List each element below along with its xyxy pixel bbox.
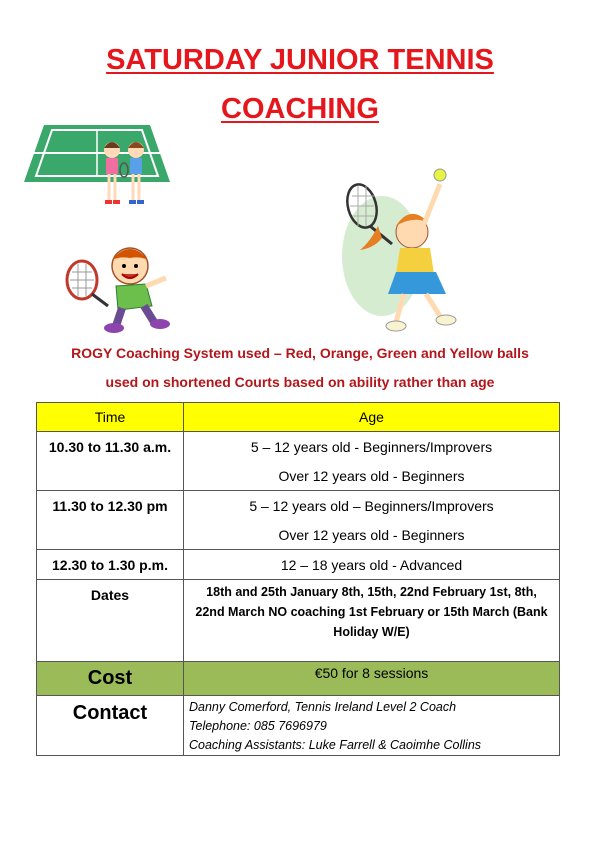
row-age-line: Over 12 years old - Beginners <box>278 527 465 543</box>
dates-label-cell <box>37 580 184 662</box>
dates-text <box>184 580 559 642</box>
contact-row <box>37 696 560 756</box>
contact-name: Danny Comerford, Tennis Ireland Level 2 Coach <box>189 700 457 714</box>
table-row <box>37 550 560 580</box>
row-time-cell <box>37 550 184 580</box>
row-age-cell <box>184 491 560 550</box>
contact-label-cell <box>37 696 184 756</box>
intro-line-2: used on shortened Courts based on ability rather than age <box>105 374 495 390</box>
dates-label: Dates <box>90 587 130 603</box>
row-age-line: 12 – 18 years old - Advanced <box>280 557 463 573</box>
row-age-cell <box>184 432 560 491</box>
cost-row <box>37 662 560 696</box>
row-age-line: 5 – 12 years old – Beginners/Improvers <box>249 498 494 514</box>
cost-label-cell <box>37 662 184 696</box>
cost-value: €50 for 8 sessions <box>314 665 429 681</box>
dates-line: 18th and 25th January 8th, 15th, 22nd February 1st, 8th, <box>206 585 537 599</box>
cost-value-cell <box>184 662 560 696</box>
header-age: Age <box>184 403 560 432</box>
row-age-line: 5 – 12 years old - Beginners/Improvers <box>250 439 493 455</box>
cost-label: Cost <box>87 667 133 689</box>
table-header-row <box>37 403 560 432</box>
title-line-2: COACHING <box>221 93 379 125</box>
boy-with-racket-illustration <box>60 242 190 337</box>
header-time: Time <box>37 403 184 432</box>
contact-assistants: Coaching Assistants: Luke Farrell & Caoimhe Collins <box>189 738 482 752</box>
contact-cell <box>184 696 560 756</box>
girl-serving-illustration <box>340 166 470 336</box>
row-time: 11.30 to 12.30 pm <box>52 498 168 514</box>
dates-line: Holiday W/E) <box>333 625 410 639</box>
row-time: 10.30 to 11.30 a.m. <box>48 439 172 455</box>
dates-line: 22nd March NO coaching 1st February or 15th March (Bank <box>195 605 548 619</box>
contact-label: Contact <box>72 702 148 724</box>
contact-phone: Telephone: 085 7696979 <box>189 719 327 733</box>
row-age-cell <box>184 550 560 580</box>
title-line-1: SATURDAY JUNIOR TENNIS <box>106 44 494 76</box>
row-age-line: Over 12 years old - Beginners <box>278 468 465 484</box>
schedule-table <box>36 402 560 756</box>
row-time-cell <box>37 491 184 550</box>
dates-row <box>37 580 560 662</box>
tennis-court-kids-illustration <box>22 120 172 212</box>
dates-cell <box>184 580 560 662</box>
row-time: 12.30 to 1.30 p.m. <box>52 557 168 573</box>
intro-line-1: ROGY Coaching System used – Red, Orange, Green and Yellow balls <box>71 345 529 361</box>
table-row <box>37 432 560 491</box>
table-row <box>37 491 560 550</box>
row-time-cell <box>37 432 184 491</box>
